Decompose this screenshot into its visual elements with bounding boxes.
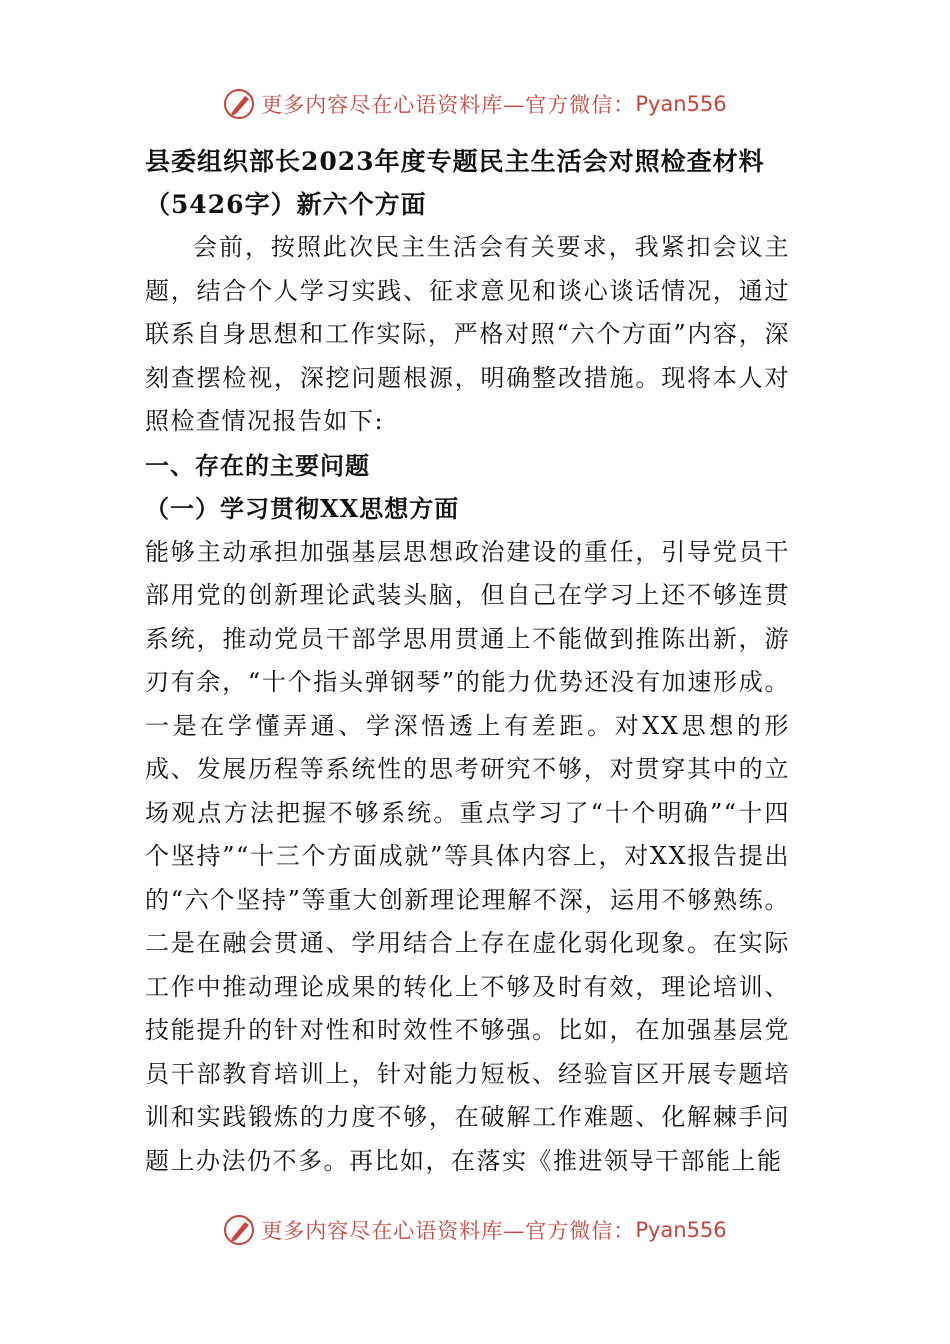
section-heading-1: 一、存在的主要问题 bbox=[145, 450, 370, 480]
watermark-banner-bottom bbox=[0, 1210, 950, 1250]
body-paragraph: 能够主动承担加强基层思想政治建设的重任，引导党员干部用党的创新理论武装头脑，但自己在学习上还不够连贯系统，推动党员干部学思用贯通上不能做到推陈出新，游刃有余，“十个指头弹钢琴”的能力优势还没有加速形成。一是在学懂弄通、学深悟透上有差距。对XX思想的形成、发展历程等系统性的思考研究不够，对贯穿其中的立场观点方法把握不够系统。重点学习了“十个明确”“十四个坚持”“十三个方面成就”等具体内容上，对XX报告提出的“六个坚持”等重大创新理论理解不深，运用不够熟练。二是在融会贯通、学用结合上存在虚化弱化现象。在实际工作中推动理论成果的转化上不够及时有效，理论培训、技能提升的针对性和时效性不够强。比如，在加强基层党员干部教育培训上，针对能力短板、经验盲区开展专题培训和实践锻炼的力度不够，在破解工作难题、化解棘手问题上办法仍不多。再比如，在落实《推进领导干部能上能 bbox=[145, 537, 790, 1175]
pen-logo-icon bbox=[223, 87, 257, 121]
document-body bbox=[145, 140, 790, 1183]
intro-paragraph: 会前，按照此次民主生活会有关要求，我紧扣会议主题，结合个人学习实践、征求意见和谈心谈话情况，通过联系自身思想和工作实际，严格对照“六个方面”内容，深刻查摆检视，深挖问题根源，明确整改措施。现将本人对照检查情况报告如下: bbox=[145, 233, 790, 435]
watermark-wechat-id: Pyan556 bbox=[635, 1218, 727, 1242]
watermark-text: 更多内容尽在心语资料库—官方微信： bbox=[261, 93, 636, 117]
pen-logo-icon bbox=[223, 1213, 257, 1247]
watermark-text: 更多内容尽在心语资料库—官方微信： bbox=[261, 1219, 636, 1243]
watermark-wechat-id: Pyan556 bbox=[635, 92, 727, 116]
watermark-banner-top bbox=[0, 84, 950, 124]
document-title-line-2: （5426字）新六个方面 bbox=[145, 190, 427, 219]
document-title-line-1: 县委组织部长2023年度专题民主生活会对照检查材料 bbox=[145, 147, 765, 176]
subsection-heading-1: （一）学习贯彻XX思想方面 bbox=[145, 494, 460, 523]
